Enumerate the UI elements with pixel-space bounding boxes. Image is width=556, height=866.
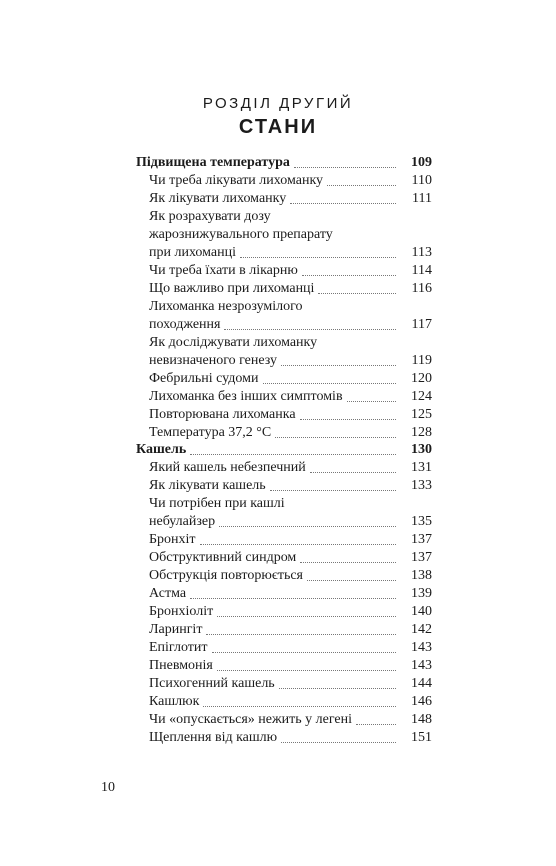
entry-title: Як лікувати кашель [149,478,266,493]
toc-section-cough [136,441,432,747]
toc-entry[interactable] [136,549,432,567]
toc-entry[interactable] [136,675,432,693]
dot-leader [224,329,396,330]
toc-entry[interactable] [136,244,432,262]
toc-entry[interactable] [136,352,432,370]
toc-entry[interactable] [136,477,432,495]
chapter-title: СТАНИ [238,116,318,138]
entry-page: 143 [411,640,432,655]
toc-entry[interactable] [136,657,432,675]
entry-page: 116 [411,281,432,296]
entry-title: Епіглотит [149,640,208,655]
entry-title: при лихоманці [149,245,237,260]
entry-title: Пневмонія [149,658,213,673]
entry-title: Астма [149,586,187,601]
entry-page: 137 [411,532,432,547]
entry-page: 111 [412,191,432,206]
entry-page: 114 [411,263,432,278]
entry-title: Чи треба лікувати лихоманку [149,173,324,188]
toc-section-heading[interactable] [136,441,432,459]
dot-leader [300,562,396,563]
toc-entry-line: Як досліджувати лихоманку [149,335,318,350]
entry-page: 124 [411,389,432,404]
toc-entry[interactable] [136,513,432,531]
entry-title: Лихоманка без інших симптомів [149,389,343,404]
entry-title: Обструктивний синдром [149,550,297,565]
entry-page: 135 [411,514,432,529]
entry-page: 140 [411,604,432,619]
entry-title: Ларингіт [149,622,203,637]
entry-title: Фебрильні судоми [149,371,259,386]
dot-leader [307,580,396,581]
entry-title: небулайзер [149,514,216,529]
dot-leader [219,526,396,527]
entry-title: Бронхіоліт [149,604,214,619]
entry-title: Психогенний кашель [149,676,275,691]
entry-title: Бронхіт [149,532,196,547]
toc-entry[interactable] [136,585,432,603]
section-title: Кашель [136,442,187,457]
dot-leader [190,454,396,455]
entry-title: Температура 37,2 °С [149,425,272,440]
entry-page: 133 [411,478,432,493]
entry-page: 128 [411,425,432,440]
toc-entry-line: жарознижувального препарату [149,227,333,242]
entry-title: Кашлюк [149,694,200,709]
entry-page: 117 [411,317,432,332]
entry-page: 120 [411,371,432,386]
toc-entry[interactable] [136,729,432,747]
toc-entry-line: Лихоманка незрозумілого [149,299,303,314]
entry-title: Обструкція повторюється [149,568,303,583]
toc-entry[interactable] [136,406,432,424]
toc-entry[interactable] [136,172,432,190]
toc-entry[interactable] [136,459,432,477]
toc-entry[interactable] [136,424,432,442]
toc-entry[interactable] [136,316,432,334]
entry-title: Щеплення від кашлю [149,730,278,745]
entry-title: Як лікувати лихоманку [149,191,287,206]
entry-page: 151 [411,730,432,745]
entry-page: 131 [411,460,432,475]
dot-leader [212,652,397,653]
dot-leader [300,419,396,420]
dot-leader [203,706,396,707]
entry-title: Повторювана лихоманка [149,407,296,422]
toc-section-temperature [136,154,432,442]
dot-leader [347,401,396,402]
entry-page: 137 [411,550,432,565]
entry-title: Що важливо при лихоманці [149,281,315,296]
section-title: Підвищена температура [136,155,290,170]
toc-entry[interactable] [136,262,432,280]
entry-page: 119 [411,353,432,368]
toc-entry[interactable] [136,280,432,298]
toc-entry[interactable] [136,388,432,406]
dot-leader [217,670,396,671]
entry-page: 138 [411,568,432,583]
entry-page: 146 [411,694,432,709]
entry-page: 139 [411,586,432,601]
entry-page: 125 [411,407,432,422]
dot-leader [356,724,396,725]
entry-title: невизначеного генезу [149,353,278,368]
dot-leader [200,544,396,545]
section-page: 109 [411,155,432,170]
dot-leader [318,293,396,294]
entry-page: 110 [411,173,432,188]
entry-title: Який кашель небезпечний [149,460,306,475]
dot-leader [275,437,396,438]
dot-leader [240,257,396,258]
page-number: 10 [101,780,115,795]
entry-title: походження [149,317,221,332]
toc-entry[interactable] [136,190,432,208]
entry-title: Чи треба їхати в лікарню [149,263,298,278]
entry-title: Чи «опускається» нежить у легені [149,712,352,727]
toc-entry[interactable] [136,693,432,711]
entry-page: 113 [411,245,432,260]
toc-entry-line: Чи потрібен при кашлі [149,496,285,511]
dot-leader [279,688,396,689]
dot-leader [270,490,396,491]
dot-leader [290,203,396,204]
dot-leader [310,472,396,473]
dot-leader [281,742,396,743]
toc-entry[interactable] [136,603,432,621]
dot-leader [190,598,396,599]
dot-leader [294,167,396,168]
toc-section-heading[interactable] [136,154,432,172]
toc-entry[interactable] [136,621,432,639]
toc-entry[interactable] [136,531,432,549]
entry-page: 144 [411,676,432,691]
entry-page: 142 [411,622,432,637]
entry-page: 148 [411,712,432,727]
chapter-label: РОЗДІЛ ДРУГИЙ [202,95,354,112]
toc-entry[interactable] [136,567,432,585]
section-page: 130 [411,442,432,457]
dot-leader [263,383,397,384]
toc-entry[interactable] [136,639,432,657]
toc-entry-line: Як розрахувати дозу [149,209,271,224]
entry-page: 143 [411,658,432,673]
dot-leader [206,634,396,635]
dot-leader [327,185,396,186]
dot-leader [302,275,396,276]
toc-entry[interactable] [136,370,432,388]
dot-leader [281,365,396,366]
dot-leader [217,616,396,617]
toc-entry[interactable] [136,711,432,729]
